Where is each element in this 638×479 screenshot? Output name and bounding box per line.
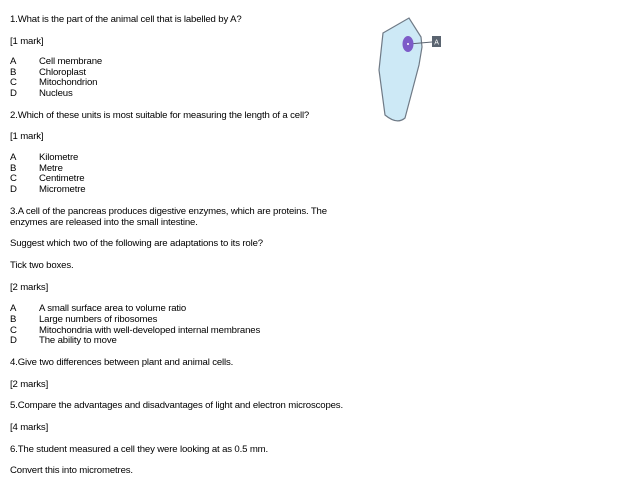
q5-marks: [4 marks]	[10, 422, 49, 433]
q2-option-a: A Kilometre	[10, 152, 79, 163]
q3-option-d: D The ability to move	[10, 335, 117, 346]
q3-instruction: Tick two boxes.	[10, 260, 74, 271]
q1-option-d: D Nucleus	[10, 87, 73, 99]
q2-option-c: C Centimetre	[10, 173, 85, 184]
animal-cell-diagram	[375, 15, 445, 127]
q1-option-a: A Cell membrane	[10, 56, 103, 67]
q2-marks: [1 mark]	[10, 131, 44, 142]
q4-question: 4.Give two differences between plant and animal cells.	[10, 357, 234, 368]
q1-marks: [1 mark]	[10, 36, 44, 47]
cell-membrane	[379, 18, 422, 121]
q6-question: 6.The student measured a cell they were looking at as 0.5 mm.	[10, 444, 269, 455]
label-a: A	[434, 39, 439, 47]
q1-question: 1.What is the part of the animal cell that is labelled by A?	[10, 14, 242, 25]
q3-question-line-2: enzymes are released into the small intestine.	[10, 217, 198, 228]
q6-prompt: Convert this into micrometres.	[10, 465, 133, 476]
q3-question-line-1: 3.A cell of the pancreas produces digestive enzymes, which are proteins. The	[10, 206, 327, 217]
q5-question: 5.Compare the advantages and disadvantages of light and electron microscopes.	[10, 400, 343, 411]
q2-question: 2.Which of these units is most suitable for measuring the length of a cell?	[10, 110, 310, 121]
q3-marks: [2 marks]	[10, 282, 49, 293]
q3-option-c: C Mitochondria with well-developed internal membranes	[10, 324, 261, 336]
q1-option-b: B Chloroplast	[10, 66, 86, 78]
q4-marks: [2 marks]	[10, 379, 49, 390]
q3-prompt: Suggest which two of the following are adaptations to its role?	[10, 238, 263, 249]
nucleolus	[407, 43, 409, 45]
q1-option-c: C Mitochondrion	[10, 77, 98, 88]
q3-option-b: B Large numbers of ribosomes	[10, 314, 158, 325]
q2-option-b: B Metre	[10, 162, 63, 174]
q2-option-d: D Micrometre	[10, 183, 86, 195]
q3-option-a: A A small surface area to volume ratio	[10, 303, 187, 314]
